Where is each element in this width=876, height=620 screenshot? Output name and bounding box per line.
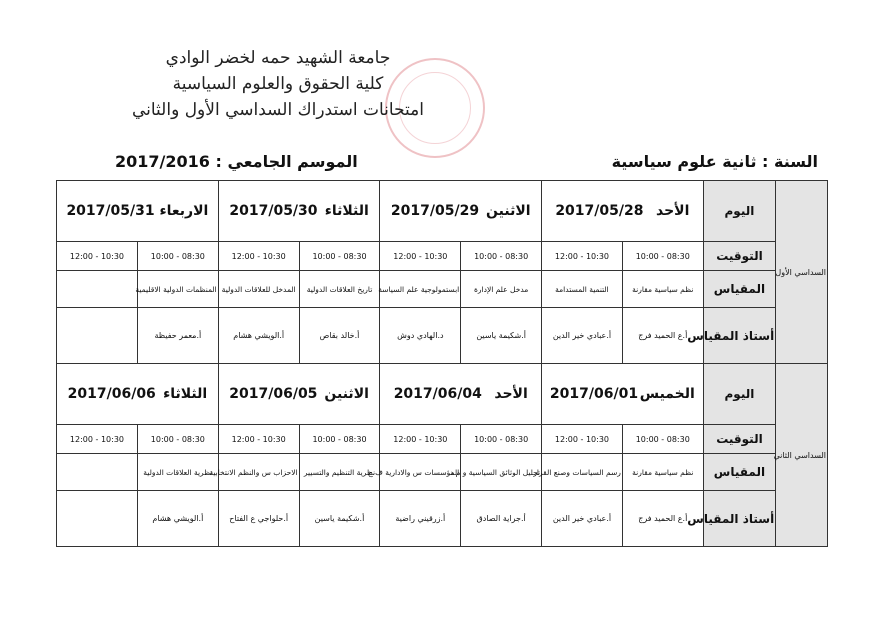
professor-cell: أ.شكيمة ياسين — [299, 491, 380, 547]
day-label: اليوم — [703, 181, 776, 242]
faculty-name: كلية الحقوق والعلوم السياسية — [172, 74, 384, 94]
professor-cell — [57, 491, 138, 547]
day-row — [57, 364, 828, 425]
subject-cell: نظم سياسية مقارنة — [622, 271, 703, 308]
time-cell: 08:30 - 10:00 — [622, 242, 703, 271]
subject-row — [57, 454, 828, 491]
time-cell: 08:30 - 10:00 — [622, 425, 703, 454]
professor-cell: أ.جراية الصادق — [461, 491, 542, 547]
professor-label: أستاذ المقياس — [703, 491, 776, 547]
subject-cell: المدخل للعلاقات الدولية — [218, 271, 299, 308]
day-date: 2017/05/30 — [229, 203, 318, 219]
time-cell: 10:30 - 12:00 — [542, 425, 623, 454]
day-cell — [380, 364, 542, 425]
professor-cell — [57, 308, 138, 364]
season-label: الموسم الجامعي : 2017/2016 — [115, 152, 358, 171]
professor-cell: أ.الويشي هشام — [218, 308, 299, 364]
day-name: الأحد — [494, 386, 528, 402]
day-cell — [380, 181, 542, 242]
day-cell — [542, 181, 704, 242]
semester-label: السداسي الثاني — [776, 364, 828, 547]
subject-row — [57, 271, 828, 308]
time-cell: 10:30 - 12:00 — [380, 425, 461, 454]
day-name: الاثنين — [324, 386, 369, 402]
time-cell: 10:30 - 12:00 — [218, 425, 299, 454]
subject-cell — [57, 454, 138, 491]
time-cell: 10:30 - 12:00 — [380, 242, 461, 271]
day-cell — [57, 181, 219, 242]
day-label: اليوم — [703, 364, 776, 425]
day-cell — [218, 364, 380, 425]
professor-cell: د.الهادي دوش — [380, 308, 461, 364]
subject-cell — [57, 271, 138, 308]
subject-cell: نظرية التنظيم والتسيير — [299, 454, 380, 491]
day-date: 2017/06/06 — [67, 386, 156, 402]
subject-cell: رسم السياسات وصنع القرار — [542, 454, 623, 491]
time-cell: 08:30 - 10:00 — [461, 242, 542, 271]
year-label: السنة : ثانية علوم سياسية — [611, 152, 818, 171]
university-name: جامعة الشهيد حمه لخضر الوادي — [165, 48, 391, 68]
professor-cell: أ.ع الحميد فرج — [622, 308, 703, 364]
day-date: 2017/06/05 — [229, 386, 318, 402]
professor-row — [57, 308, 828, 364]
day-cell — [542, 364, 704, 425]
time-cell: 10:30 - 12:00 — [542, 242, 623, 271]
day-name: الأحد — [656, 203, 690, 219]
subject-label: المقياس — [703, 454, 776, 491]
time-cell: 08:30 - 10:00 — [299, 242, 380, 271]
exam-schedule-table — [56, 180, 828, 547]
professor-cell: أ.عبادي خير الدين — [542, 308, 623, 364]
day-name: الاثنين — [486, 203, 531, 219]
time-cell: 08:30 - 10:00 — [461, 425, 542, 454]
day-date: 2017/05/29 — [390, 203, 480, 219]
semester-label: السداسي الأول — [776, 181, 828, 364]
subject-cell: المنظمات الدولية الاقليمية — [137, 271, 218, 308]
day-name: الاربعاء — [159, 203, 209, 219]
day-cell — [57, 364, 219, 425]
professor-cell: أ.حلواجي ع الفتاح — [218, 491, 299, 547]
exam-title: امتحانات استدراك السداسي الأول والثاني — [131, 100, 425, 120]
subject-cell: الاحزاب س والنظم الانتخابية — [218, 454, 299, 491]
time-cell: 10:30 - 12:00 — [57, 242, 138, 271]
professor-row — [57, 491, 828, 547]
professor-cell: أ.زرقيني راضية — [380, 491, 461, 547]
time-row — [57, 242, 828, 271]
day-name: الخميس — [639, 386, 695, 402]
professor-cell: أ.عبادي خير الدين — [542, 491, 623, 547]
professor-cell: أ.معمر حفيظة — [137, 308, 218, 364]
professor-cell: أ.ع الحميد فرج — [622, 491, 703, 547]
day-name: الثلاثاء — [324, 203, 369, 219]
professor-cell: أ.الويشي هشام — [137, 491, 218, 547]
time-row — [57, 425, 828, 454]
time-label: التوقيت — [703, 242, 776, 271]
time-cell: 08:30 - 10:00 — [137, 242, 218, 271]
subject-cell: مدخل علم الإدارة — [461, 271, 542, 308]
day-date: 2017/06/01 — [549, 386, 639, 402]
time-cell: 08:30 - 10:00 — [137, 425, 218, 454]
time-cell: 08:30 - 10:00 — [299, 425, 380, 454]
day-date: 2017/05/31 — [66, 203, 155, 219]
subject-cell: المؤسسات س والادارية ف ج — [380, 454, 461, 491]
day-date: 2017/05/28 — [555, 203, 644, 219]
time-label: التوقيت — [703, 425, 776, 454]
day-row — [57, 181, 828, 242]
time-cell: 10:30 - 12:00 — [57, 425, 138, 454]
subject-cell: التنمية المستدامة — [542, 271, 623, 308]
subject-cell: نظم سياسية مقارنة — [622, 454, 703, 491]
subject-cell: نظرية العلاقات الدولية — [137, 454, 218, 491]
subject-cell: ابستمولوجية علم السياسة — [380, 271, 461, 308]
time-cell: 10:30 - 12:00 — [218, 242, 299, 271]
professor-cell: أ.خالد بقاص — [299, 308, 380, 364]
day-name: الثلاثاء — [163, 386, 208, 402]
day-date: 2017/06/04 — [393, 386, 482, 402]
subject-cell: تحليل الوثائق السياسية و م د — [461, 454, 542, 491]
subject-label: المقياس — [703, 271, 776, 308]
professor-cell: أ.شكيمة ياسين — [461, 308, 542, 364]
professor-label: أستاذ المقياس — [703, 308, 776, 364]
day-cell — [218, 181, 380, 242]
subject-cell: تاريخ العلاقات الدولية — [299, 271, 380, 308]
